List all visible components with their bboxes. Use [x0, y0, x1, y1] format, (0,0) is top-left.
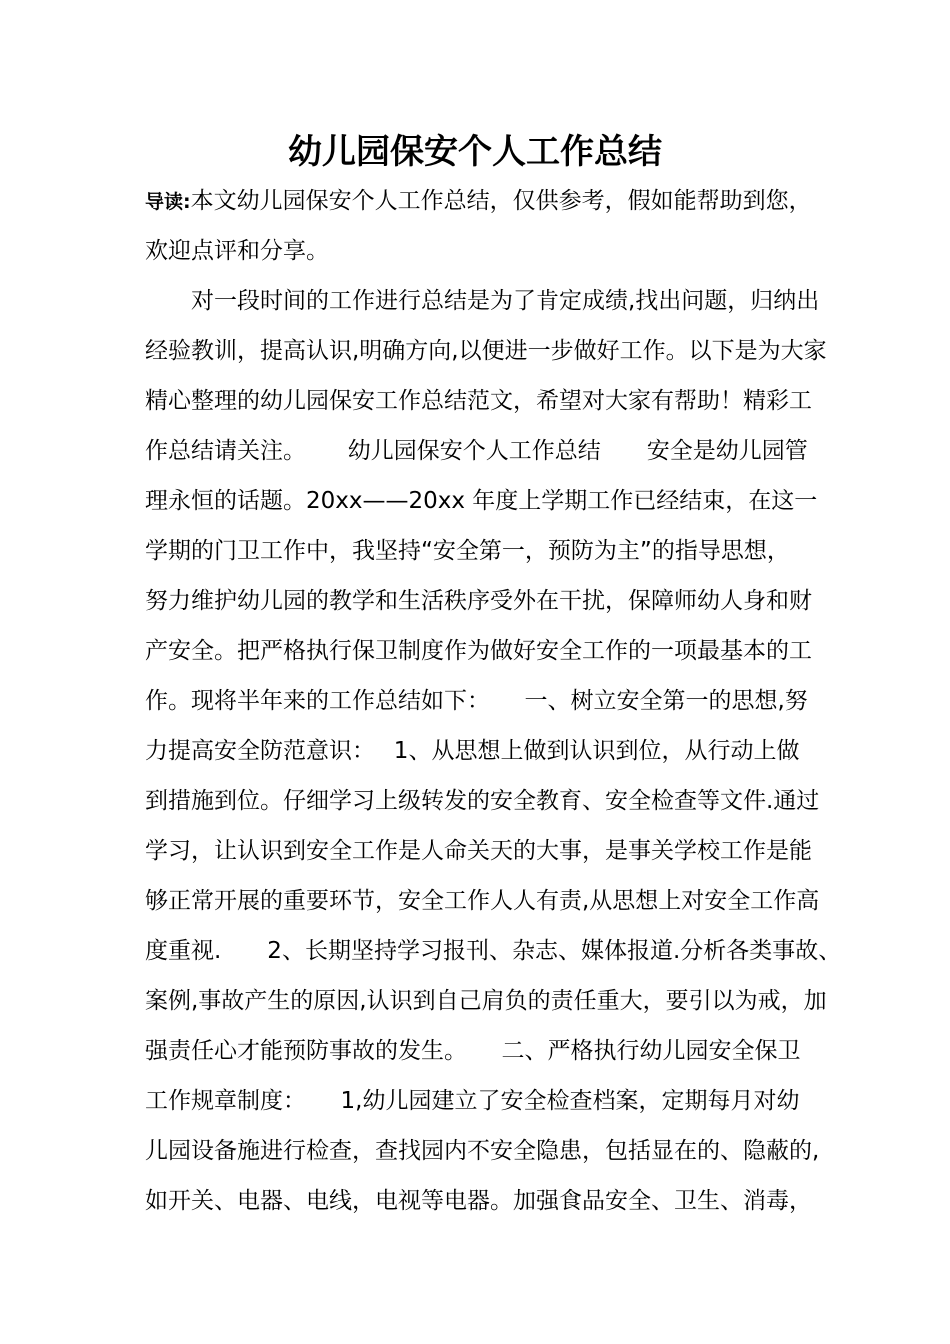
body-line: 学期的门卫工作中，我坚持“安全第一，预防为主”的指导思想，	[145, 538, 790, 564]
body-line: 经验教训，提高认识,明确方向,以便进一步做好工作。以下是为大家	[145, 338, 827, 364]
lead-label: 导读:	[145, 191, 191, 213]
body-line: 作总结请关注。 幼儿园保安个人工作总结 安全是幼儿园管	[145, 438, 808, 464]
lead-paragraph-line-1	[145, 186, 845, 217]
body-line: 工作规章制度： 1,幼儿园建立了安全检查档案，定期每月对幼	[145, 1088, 800, 1114]
body-line: 强责任心才能预防事故的发生。 二、严格执行幼儿园安全保卫	[145, 1038, 801, 1064]
body-line: 度重视. 2、长期坚持学习报刊、杂志、媒体报道.分析各类事故、	[145, 938, 842, 964]
body-line: 够正常开展的重要环节，安全工作人人有责,从思想上对安全工作高	[145, 888, 820, 914]
body-line: 学习，让认识到安全工作是人命关天的大事，是事关学校工作是能	[145, 838, 812, 864]
lead-text: 本文幼儿园保安个人工作总结，仅供参考，假如能帮助到您，	[190, 188, 812, 214]
page-title: 幼儿园保安个人工作总结	[288, 132, 662, 172]
body-line: 作。现将半年来的工作总结如下： 一、树立安全第一的思想,努	[145, 688, 808, 714]
body-line: 精心整理的幼儿园保安工作总结范文，希望对大家有帮助！精彩工	[145, 388, 812, 414]
body-line: 对一段时间的工作进行总结是为了肯定成绩,找出问题，归纳出	[145, 288, 820, 314]
body-line: 力提高安全防范意识： 1、从思想上做到认识到位，从行动上做	[145, 738, 800, 764]
body-line: 理永恒的话题。20xx——20xx 年度上学期工作已经结束，在这一	[145, 488, 818, 514]
body-line: 儿园设备施进行检查，查找园内不安全隐患，包括显在的、隐蔽的,	[145, 1138, 820, 1164]
body-line: 案例,事故产生的原因,认识到自己肩负的责任重大，要引以为戒，加	[145, 988, 827, 1014]
lead-paragraph-line-2: 欢迎点评和分享。	[145, 238, 329, 264]
body-line: 努力维护幼儿园的教学和生活秩序受外在干扰，保障师幼人身和财	[145, 588, 812, 614]
body-line: 产安全。把严格执行保卫制度作为做好安全工作的一项最基本的工	[145, 638, 812, 664]
body-line: 到措施到位。仔细学习上级转发的安全教育、安全检查等文件.通过	[145, 788, 820, 814]
body-line: 如开关、电器、电线，电视等电器。加强食品安全、卫生、消毒，	[145, 1188, 812, 1214]
